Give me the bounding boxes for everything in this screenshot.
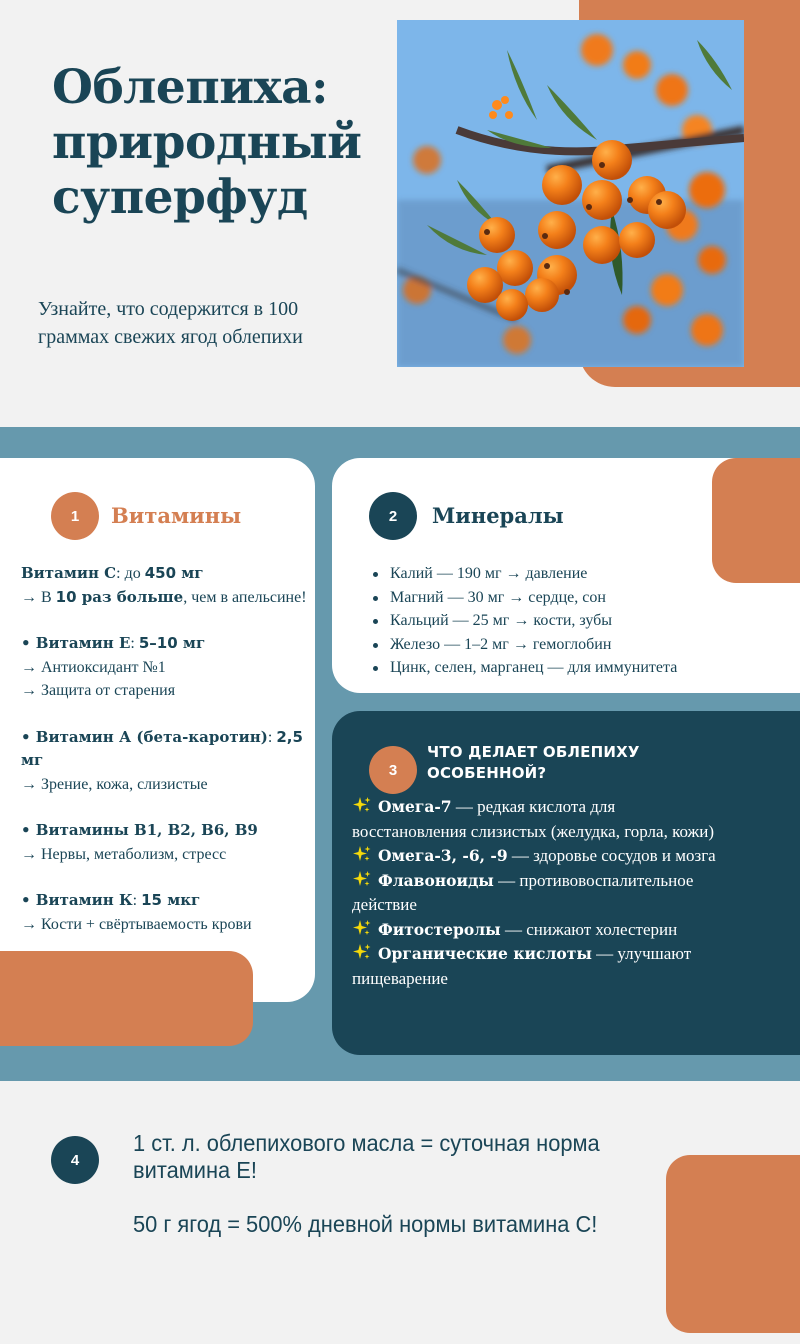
minerals-decorative-orange-shape	[712, 458, 800, 583]
vitamin-a-item: • Витамин А (бета-каротин): 2,5 мг → Зрение, кожа, слизистые	[21, 727, 303, 793]
title-line-3: суперфуд	[52, 170, 308, 225]
vitamin-name: • Витамины В1, В2, В6, В9	[21, 821, 258, 839]
special-heading: ЧТО ДЕЛАЕТ ОБЛЕПИХУ ОСОБЕННОЙ?	[427, 743, 640, 782]
vitamins-list	[21, 562, 311, 959]
sparkles-icon	[352, 870, 372, 888]
fact-number-badge: 4	[51, 1136, 99, 1184]
vitamin-amount: 450	[144, 564, 177, 582]
vitamin-amount: 2,5	[276, 727, 303, 746]
sparkles-icon	[352, 796, 372, 814]
minerals-list	[370, 562, 710, 680]
vitamin-k-item: • Витамин К: 15 мкг → Кости + свёртываемость крови	[21, 891, 252, 933]
hero-subtitle: Узнайте, что содержится в 100 граммах свежих ягод облепихи	[38, 298, 303, 348]
fact-line-vitamin-c: 50 г ягод = 500% дневной нормы витамина С!	[133, 1211, 598, 1237]
page-title	[52, 60, 382, 225]
mineral-item: Кальций — 25 мг → кости, зубы	[370, 609, 710, 633]
sparkles-icon	[352, 943, 372, 961]
vitamin-e-item: • Витамин Е: 5–10 мг → Антиоксидант №1 → Защита от старения	[21, 634, 206, 699]
special-features-list	[352, 795, 732, 991]
bottom-decorative-orange-shape	[666, 1155, 800, 1333]
fact-line-vitamin-e: 1 ст. л. облепихового масла = суточная норма витамина Е!	[133, 1130, 600, 1183]
vitamin-name: • Витамин К	[21, 891, 133, 909]
minerals-number-badge: 2	[369, 492, 417, 540]
vitamins-decorative-orange-shape	[0, 951, 253, 1046]
vitamin-c-item: Витамин С: до 450 мг → В 10 раз больше, чем в апельсине!	[21, 564, 307, 606]
special-item-omega7: Омега-7 — редкая кислота для восстановления слизистых (желудка, горла, кожи)	[352, 797, 715, 841]
vitamins-number-badge: 1	[51, 492, 99, 540]
fact-text	[133, 1130, 608, 1265]
vitamins-heading: Витамины	[111, 503, 242, 528]
sparkles-icon	[352, 845, 372, 863]
berries-illustration	[397, 20, 744, 367]
mineral-item: Цинк, селен, марганец — для иммунитета	[370, 656, 710, 680]
special-number-badge: 3	[369, 746, 417, 794]
hero-photo-sea-buckthorn	[397, 20, 744, 367]
special-item-phytosterols: Фитостеролы — снижают холестерин	[352, 918, 732, 943]
special-item-omega369: Омега-3, -6, -9 — здоровье сосудов и мозга	[352, 844, 732, 869]
title-line-1: Облепиха:	[52, 60, 328, 115]
vitamin-amount: 15	[141, 891, 162, 909]
sparkles-icon	[352, 919, 372, 937]
vitamin-name: Витамин С	[21, 564, 117, 582]
special-item-organic-acids: Органические кислоты — улучшают пищеварение	[352, 944, 692, 988]
vitamin-name: • Витамин А (бета-каротин)	[21, 727, 268, 746]
mineral-item: Железо — 1–2 мг → гемоглобин	[370, 633, 710, 657]
mineral-item: Калий — 190 мг → давление	[370, 562, 710, 586]
vitamin-name: • Витамин Е	[21, 634, 131, 652]
minerals-heading: Минералы	[432, 503, 564, 528]
vitamin-amount: 5–10	[138, 634, 178, 652]
title-line-2: природный	[52, 115, 362, 170]
mineral-item: Магний — 30 мг → сердце, сон	[370, 586, 710, 610]
special-item-flavonoids: Флавоноиды — противовоспалительное действие	[352, 870, 694, 914]
vitamin-b-item: • Витамины В1, В2, В6, В9 → Нервы, метаболизм, стресс	[21, 821, 258, 863]
